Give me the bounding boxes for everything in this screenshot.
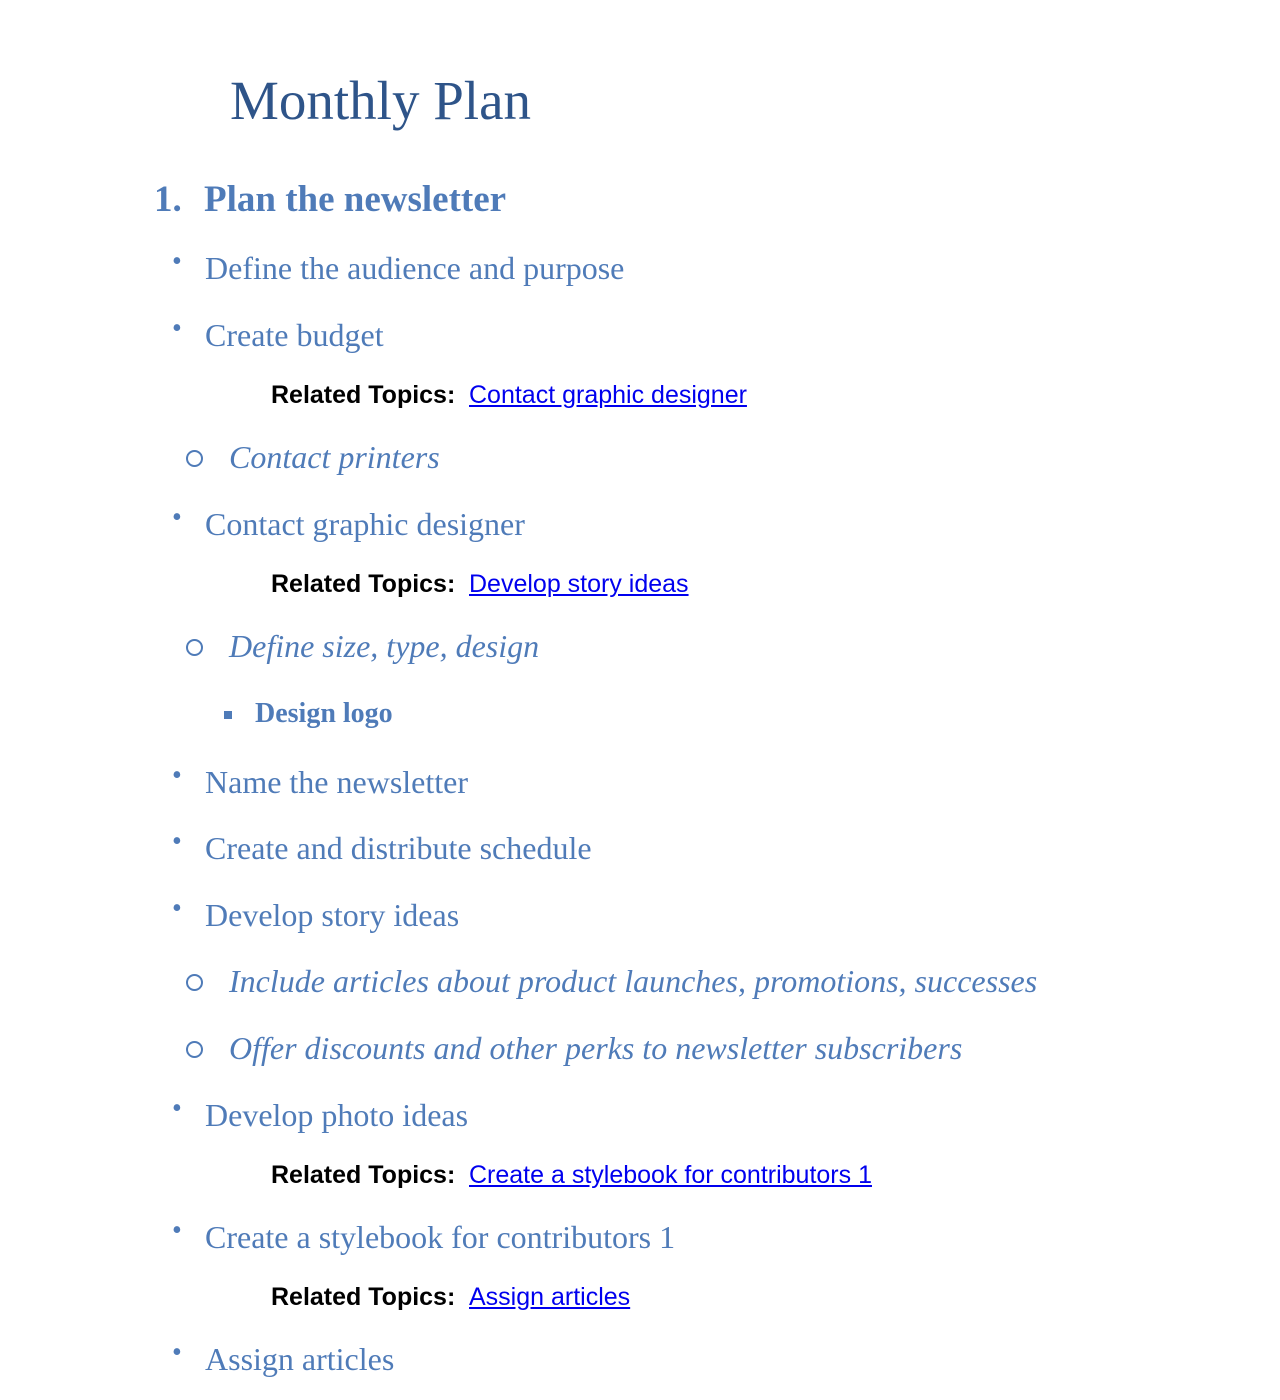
square-bullet-icon [224,711,232,719]
filled-circle-bullet-icon: • [172,1215,182,1246]
section-heading-text: Plan the newsletter [204,179,507,220]
filled-circle-bullet-icon: • [172,502,182,533]
hollow-circle-bullet-icon [186,974,203,991]
related-topic-link[interactable]: Develop story ideas [469,570,689,598]
list-item-text: Design logo [255,698,393,729]
hollow-circle-bullet-icon [186,450,203,467]
list-item-text: Define size, type, design [229,628,540,664]
related-topic-link[interactable]: Create a stylebook for contributors 1 [469,1161,872,1189]
list-item-text: Develop story ideas [205,897,460,933]
section-number: 1. [154,179,182,220]
related-topic-link[interactable]: Assign articles [469,1283,631,1311]
list-item-text: Create and distribute schedule [205,830,592,866]
filled-circle-bullet-icon: • [172,1093,182,1124]
list-item-text: Create budget [205,317,384,353]
related-topics-label: Related Topics: [271,570,456,598]
list-item-text: Offer discounts and other perks to newsletter subscribers [229,1030,963,1066]
filled-circle-bullet-icon: • [172,246,182,277]
filled-circle-bullet-icon: • [172,313,182,344]
list-item-text: Name the newsletter [205,764,468,800]
list-item-text: Contact graphic designer [205,506,525,542]
filled-circle-bullet-icon: • [172,826,182,857]
related-topics-label: Related Topics: [271,381,456,409]
related-topic-link[interactable]: Contact graphic designer [469,381,747,409]
section-heading [154,178,506,222]
related-topics-label: Related Topics: [271,1161,456,1189]
related-topics-label: Related Topics: [271,1283,456,1311]
list-item-text: Contact printers [229,439,440,475]
filled-circle-bullet-icon: • [172,893,182,924]
list-item-text: Include articles about product launches, promotions, successes [229,963,1038,999]
page-title: Monthly Plan [230,70,531,131]
filled-circle-bullet-icon: • [172,1337,182,1368]
hollow-circle-bullet-icon [186,1041,203,1058]
list-item-text: Develop photo ideas [205,1097,469,1133]
hollow-circle-bullet-icon [186,639,203,656]
list-item-text: Assign articles [205,1341,395,1377]
list-item-text: Define the audience and purpose [205,250,625,286]
list-item-text: Create a stylebook for contributors 1 [205,1219,676,1255]
filled-circle-bullet-icon: • [172,760,182,791]
